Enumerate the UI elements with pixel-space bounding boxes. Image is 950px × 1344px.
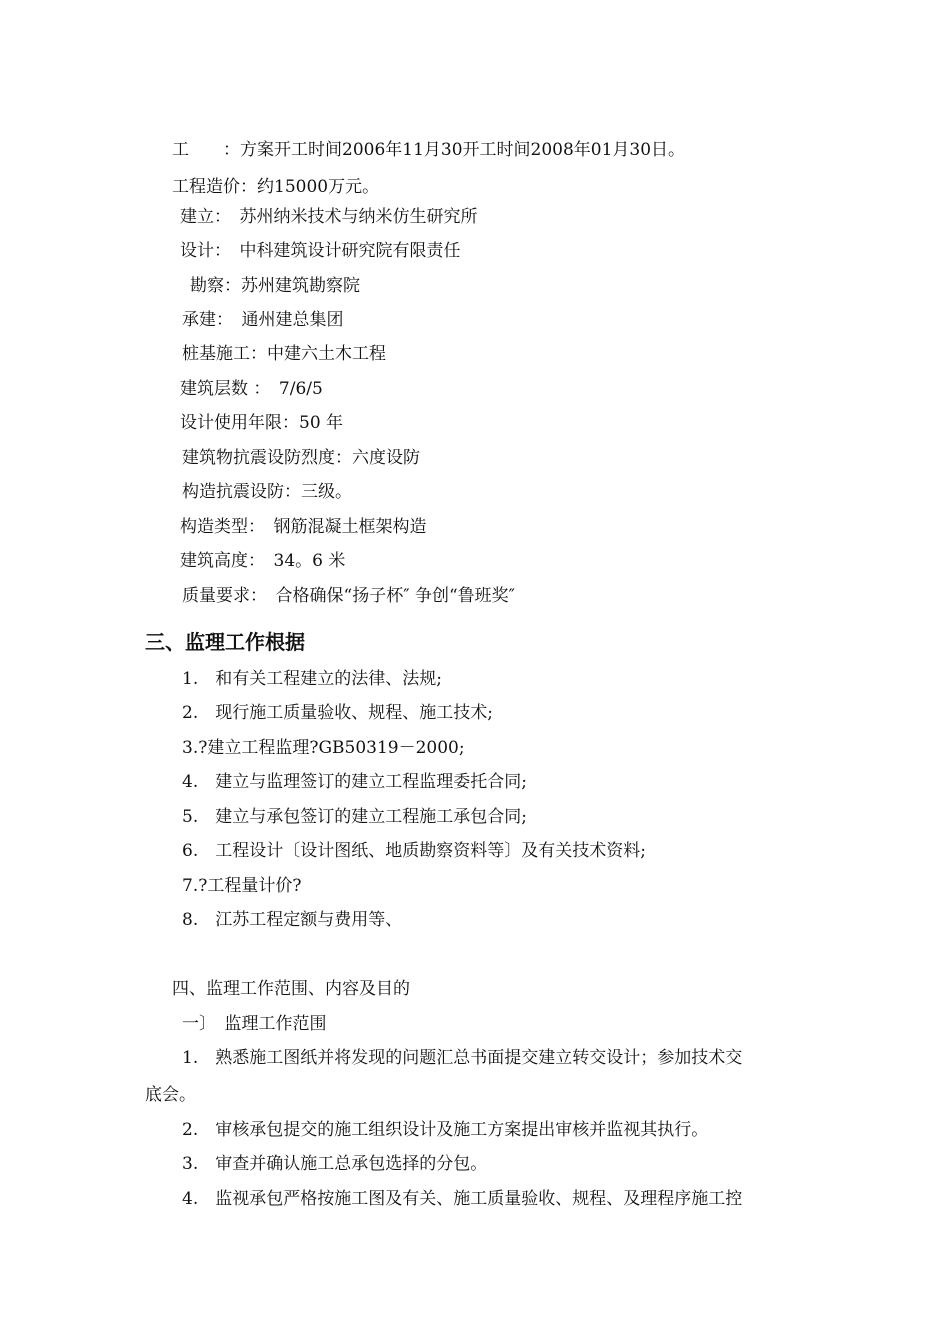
list-item: 1. 和有关工程建立的法律、法规; (182, 669, 442, 689)
seismic-intensity-line: 建筑物抗震设防烈度：六度设防 (182, 448, 420, 468)
list-item: 7.?工程量计价? (182, 876, 302, 896)
designer-line: 设计： 中科建筑设计研究院有限责任 (180, 241, 461, 261)
list-item: 8. 江苏工程定额与费用等、 (182, 910, 403, 930)
list-item: 2. 现行施工质量验收、规程、施工技术; (182, 703, 493, 723)
list-item: 4. 监视承包严格按施工图及有关、施工质量验收、规程、及理程序施工控 (182, 1189, 743, 1209)
seismic-grade-line: 构造抗震设防：三级。 (182, 482, 352, 502)
list-item: 6. 工程设计〔设计图纸、地质勘察资料等〕及有关技术资料; (182, 841, 646, 861)
section-heading: 四、监理工作范围、内容及目的 (172, 979, 410, 999)
list-item: 3. 审查并确认施工总承包选择的分包。 (182, 1154, 488, 1174)
contractor-line: 承建： 通州建总集团 (182, 310, 344, 330)
section-heading: 三、监理工作根据 (145, 630, 305, 654)
list-item: 4. 建立与监理签订的建立工程监理委托合同; (182, 772, 527, 792)
list-item: 2. 审核承包提交的施工组织设计及施工方案提出审核并监视其执行。 (182, 1120, 709, 1140)
schedule-line: 工 ：方案开工时间2006年11月30开工时间2008年01月30日。 (172, 140, 686, 160)
list-item-continuation: 底会。 (145, 1085, 196, 1105)
floors-line: 建筑层数 ： 7/6/5 (180, 379, 323, 399)
pile-line: 桩基施工：中建六土木工程 (182, 344, 386, 364)
list-item: 1. 熟悉施工图纸并将发现的问题汇总书面提交建立转交设计；参加技术交 (182, 1048, 743, 1068)
service-life-line: 设计使用年限：50 年 (180, 413, 344, 433)
list-item: 5. 建立与承包签订的建立工程施工承包合同; (182, 807, 527, 827)
structure-type-line: 构造类型： 钢筋混凝土框架构造 (180, 517, 427, 537)
survey-line: 勘察：苏州建筑勘察院 (190, 276, 360, 296)
quality-line: 质量要求： 合格确保“扬子杯″ 争创“鲁班奖″ (182, 586, 515, 606)
height-line: 建筑高度： 34。6 米 (180, 551, 346, 571)
list-item: 3.?建立工程监理?GB50319－2000; (182, 738, 465, 758)
owner-line: 建立： 苏州纳米技术与纳米仿生研究所 (180, 207, 478, 227)
cost-line: 工程造价：约15000万元。 (172, 177, 380, 197)
subsection-heading: 一〕 监理工作范围 (182, 1014, 327, 1034)
